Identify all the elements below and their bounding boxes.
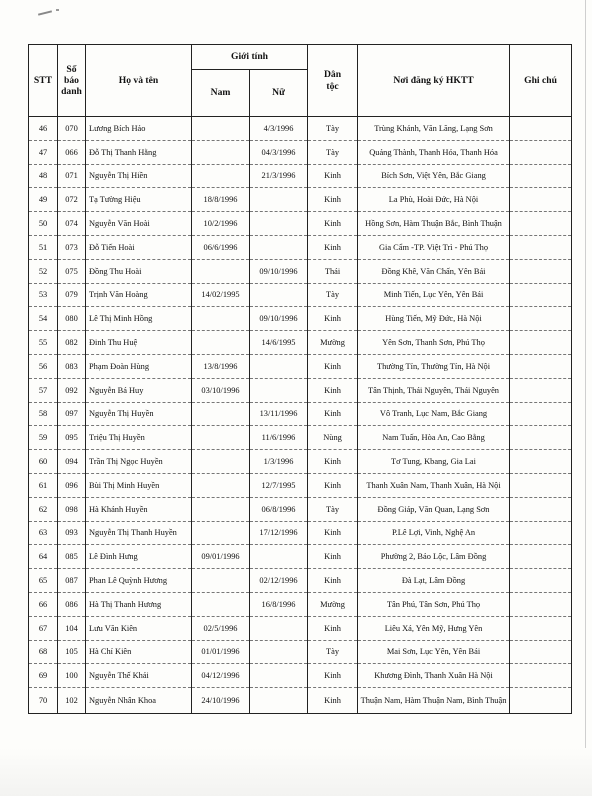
- cell-place: Thuận Nam, Hàm Thuận Nam, Bình Thuận: [358, 688, 510, 714]
- cell-note: [510, 235, 572, 259]
- cell-ethnic: Kinh: [308, 616, 358, 640]
- cell-female-dob: 4/3/1996: [250, 117, 308, 141]
- cell-ethnic: Tày: [308, 117, 358, 141]
- cell-sbd: 094: [58, 450, 86, 474]
- cell-place: Đồng Khê, Văn Chấn, Yên Bái: [358, 259, 510, 283]
- cell-place: Đà Lạt, Lâm Đồng: [358, 569, 510, 593]
- cell-ethnic: Kinh: [308, 402, 358, 426]
- cell-ethnic: Kinh: [308, 664, 358, 688]
- cell-name: Nguyễn Thị Huyền: [86, 402, 192, 426]
- cell-sbd: 104: [58, 616, 86, 640]
- cell-note: [510, 545, 572, 569]
- cell-ethnic: Tày: [308, 640, 358, 664]
- cell-name: Nguyễn Thị Hiền: [86, 164, 192, 188]
- col-header-gender: Giới tính: [192, 45, 308, 70]
- cell-stt: 70: [29, 688, 58, 714]
- cell-note: [510, 592, 572, 616]
- cell-note: [510, 259, 572, 283]
- cell-name: Đỗ Thị Thanh Hằng: [86, 140, 192, 164]
- table-row: [29, 140, 572, 164]
- cell-female-dob: [250, 354, 308, 378]
- cell-female-dob: [250, 688, 308, 714]
- cell-name: Đinh Thu Huệ: [86, 331, 192, 355]
- cell-note: [510, 450, 572, 474]
- cell-place: Bích Sơn, Việt Yên, Bắc Giang: [358, 164, 510, 188]
- cell-stt: 62: [29, 497, 58, 521]
- cell-sbd: 105: [58, 640, 86, 664]
- table-row: [29, 331, 572, 355]
- cell-male-dob: [192, 164, 250, 188]
- cell-ethnic: Kinh: [308, 569, 358, 593]
- cell-name: Triệu Thị Huyền: [86, 426, 192, 450]
- cell-male-dob: [192, 473, 250, 497]
- cell-stt: 69: [29, 664, 58, 688]
- cell-female-dob: [250, 283, 308, 307]
- cell-place: Hồng Sơn, Hàm Thuận Bắc, Bình Thuận: [358, 212, 510, 236]
- cell-name: Trịnh Văn Hoàng: [86, 283, 192, 307]
- cell-ethnic: Kinh: [308, 688, 358, 714]
- cell-sbd: 079: [58, 283, 86, 307]
- cell-ethnic: Thái: [308, 259, 358, 283]
- cell-name: Trần Thị Ngọc Huyền: [86, 450, 192, 474]
- cell-note: [510, 664, 572, 688]
- cell-name: Lê Thị Minh Hồng: [86, 307, 192, 331]
- col-header-ethnic: [308, 45, 358, 117]
- cell-male-dob: 04/12/1996: [192, 664, 250, 688]
- cell-note: [510, 640, 572, 664]
- col-header-ethnic-line: tộc: [326, 80, 339, 92]
- cell-female-dob: [250, 640, 308, 664]
- cell-male-dob: 10/2/1996: [192, 212, 250, 236]
- cell-place: Quảng Thành, Thanh Hóa, Thanh Hóa: [358, 140, 510, 164]
- cell-stt: 56: [29, 354, 58, 378]
- cell-stt: 63: [29, 521, 58, 545]
- cell-sbd: 086: [58, 592, 86, 616]
- cell-place: Gia Cẩm -TP. Việt Trì - Phú Thọ: [358, 235, 510, 259]
- cell-stt: 65: [29, 569, 58, 593]
- table-row: [29, 283, 572, 307]
- cell-name: Hà Khánh Huyền: [86, 497, 192, 521]
- table-row: [29, 354, 572, 378]
- col-header-sbd: [58, 45, 86, 117]
- cell-stt: 67: [29, 616, 58, 640]
- cell-name: Lưu Văn Kiên: [86, 616, 192, 640]
- col-header-place: Nơi đăng ký HKTT: [358, 45, 510, 117]
- cell-note: [510, 283, 572, 307]
- cell-place: Vô Tranh, Lục Nam, Bắc Giang: [358, 402, 510, 426]
- cell-stt: 55: [29, 331, 58, 355]
- cell-male-dob: [192, 592, 250, 616]
- cell-sbd: 074: [58, 212, 86, 236]
- cell-place: Minh Tiến, Lục Yên, Yên Bái: [358, 283, 510, 307]
- cell-place: Mai Sơn, Lục Yên, Yên Bái: [358, 640, 510, 664]
- cell-sbd: 096: [58, 473, 86, 497]
- cell-sbd: 066: [58, 140, 86, 164]
- table-body: [29, 117, 572, 714]
- cell-ethnic: Tày: [308, 283, 358, 307]
- cell-ethnic: Kinh: [308, 212, 358, 236]
- cell-stt: 53: [29, 283, 58, 307]
- cell-place: Phường 2, Bảo Lộc, Lâm Đồng: [358, 545, 510, 569]
- cell-male-dob: [192, 450, 250, 474]
- table-row: [29, 212, 572, 236]
- col-header-sbd-line: Số: [66, 63, 77, 75]
- cell-name: Hà Chí Kiên: [86, 640, 192, 664]
- cell-stt: 52: [29, 259, 58, 283]
- col-header-note: Ghi chú: [510, 45, 572, 117]
- cell-name: Bùi Thị Minh Huyền: [86, 473, 192, 497]
- cell-name: Nguyễn Bá Huy: [86, 378, 192, 402]
- col-header-stt: STT: [29, 45, 58, 117]
- cell-sbd: 075: [58, 259, 86, 283]
- cell-male-dob: [192, 521, 250, 545]
- cell-sbd: 073: [58, 235, 86, 259]
- cell-ethnic: Kinh: [308, 188, 358, 212]
- cell-female-dob: [250, 235, 308, 259]
- scan-edge-line: [585, 0, 586, 796]
- cell-place: La Phù, Hoài Đức, Hà Nội: [358, 188, 510, 212]
- cell-name: Nguyễn Nhân Khoa: [86, 688, 192, 714]
- cell-name: Phạm Đoàn Hùng: [86, 354, 192, 378]
- col-header-female: Nữ: [250, 70, 308, 117]
- cell-note: [510, 164, 572, 188]
- cell-ethnic: Mường: [308, 592, 358, 616]
- cell-male-dob: [192, 402, 250, 426]
- cell-ethnic: Kinh: [308, 450, 358, 474]
- cell-place: P.Lê Lợi, Vinh, Nghệ An: [358, 521, 510, 545]
- cell-ethnic: Mường: [308, 331, 358, 355]
- cell-stt: 50: [29, 212, 58, 236]
- page-bottom-shade: [0, 748, 592, 796]
- cell-place: Tân Phú, Tân Sơn, Phú Thọ: [358, 592, 510, 616]
- cell-place: Đồng Giáp, Văn Quan, Lạng Sơn: [358, 497, 510, 521]
- cell-sbd: 087: [58, 569, 86, 593]
- cell-name: Hà Thị Thanh Hương: [86, 592, 192, 616]
- cell-note: [510, 521, 572, 545]
- cell-place: Thanh Xuân Nam, Thanh Xuân, Hà Nội: [358, 473, 510, 497]
- table-row: [29, 235, 572, 259]
- cell-stt: 66: [29, 592, 58, 616]
- table-row: [29, 592, 572, 616]
- cell-sbd: 070: [58, 117, 86, 141]
- cell-place: Nam Tuấn, Hòa An, Cao Bằng: [358, 426, 510, 450]
- cell-stt: 64: [29, 545, 58, 569]
- cell-sbd: 102: [58, 688, 86, 714]
- cell-sbd: 095: [58, 426, 86, 450]
- cell-stt: 54: [29, 307, 58, 331]
- cell-ethnic: Kinh: [308, 545, 358, 569]
- cell-note: [510, 212, 572, 236]
- cell-male-dob: 13/8/1996: [192, 354, 250, 378]
- cell-female-dob: 14/6/1995: [250, 331, 308, 355]
- cell-sbd: 092: [58, 378, 86, 402]
- cell-sbd: 072: [58, 188, 86, 212]
- cell-ethnic: Kinh: [308, 164, 358, 188]
- cell-male-dob: [192, 331, 250, 355]
- cell-ethnic: Kinh: [308, 378, 358, 402]
- col-header-ethnic-line: Dân: [323, 69, 342, 81]
- col-header-name: Họ và tên: [86, 45, 192, 117]
- cell-female-dob: [250, 378, 308, 402]
- cell-female-dob: 17/12/1996: [250, 521, 308, 545]
- cell-note: [510, 426, 572, 450]
- table-row: [29, 378, 572, 402]
- cell-female-dob: 04/3/1996: [250, 140, 308, 164]
- col-header-male: Nam: [192, 70, 250, 117]
- cell-name: Phan Lê Quỳnh Hương: [86, 569, 192, 593]
- cell-note: [510, 188, 572, 212]
- table-header: [29, 45, 572, 117]
- cell-ethnic: Kinh: [308, 521, 358, 545]
- cell-name: Nguyễn Thị Thanh Huyền: [86, 521, 192, 545]
- cell-stt: 61: [29, 473, 58, 497]
- cell-place: Trùng Khánh, Văn Lãng, Lạng Sơn: [358, 117, 510, 141]
- cell-stt: 60: [29, 450, 58, 474]
- table-row: [29, 426, 572, 450]
- cell-ethnic: Tày: [308, 497, 358, 521]
- cell-name: Đỗ Tiến Hoài: [86, 235, 192, 259]
- cell-male-dob: 06/6/1996: [192, 235, 250, 259]
- table-row: [29, 616, 572, 640]
- table-row: [29, 545, 572, 569]
- cell-note: [510, 616, 572, 640]
- cell-note: [510, 331, 572, 355]
- table-row: [29, 164, 572, 188]
- cell-stt: 47: [29, 140, 58, 164]
- cell-male-dob: [192, 426, 250, 450]
- cell-note: [510, 497, 572, 521]
- cell-ethnic: Tày: [308, 140, 358, 164]
- cell-place: Tân Thịnh, Thái Nguyên, Thái Nguyên: [358, 378, 510, 402]
- cell-male-dob: 14/02/1995: [192, 283, 250, 307]
- cell-sbd: 080: [58, 307, 86, 331]
- cell-male-dob: [192, 307, 250, 331]
- cell-note: [510, 354, 572, 378]
- cell-name: Lê Đình Hưng: [86, 545, 192, 569]
- cell-ethnic: Kinh: [308, 473, 358, 497]
- cell-female-dob: 1/3/1996: [250, 450, 308, 474]
- cell-male-dob: 18/8/1996: [192, 188, 250, 212]
- cell-female-dob: 09/10/1996: [250, 259, 308, 283]
- cell-male-dob: [192, 259, 250, 283]
- cell-stt: 57: [29, 378, 58, 402]
- table-row: [29, 473, 572, 497]
- cell-stt: 68: [29, 640, 58, 664]
- cell-female-dob: 09/10/1996: [250, 307, 308, 331]
- cell-male-dob: 02/5/1996: [192, 616, 250, 640]
- cell-female-dob: 06/8/1996: [250, 497, 308, 521]
- table-row: [29, 521, 572, 545]
- cell-male-dob: 01/01/1996: [192, 640, 250, 664]
- scan-mark: [38, 10, 52, 15]
- scan-mark: [56, 9, 59, 11]
- table-row: [29, 640, 572, 664]
- candidate-table: [28, 44, 572, 714]
- table-row: [29, 259, 572, 283]
- cell-stt: 58: [29, 402, 58, 426]
- cell-place: Khương Đình, Thanh Xuân Hà Nội: [358, 664, 510, 688]
- table-row: [29, 688, 572, 714]
- cell-male-dob: 24/10/1996: [192, 688, 250, 714]
- cell-female-dob: [250, 188, 308, 212]
- table-row: [29, 569, 572, 593]
- cell-stt: 46: [29, 117, 58, 141]
- cell-female-dob: 21/3/1996: [250, 164, 308, 188]
- cell-male-dob: 09/01/1996: [192, 545, 250, 569]
- cell-name: Nguyễn Thế Khải: [86, 664, 192, 688]
- cell-note: [510, 140, 572, 164]
- cell-male-dob: [192, 117, 250, 141]
- cell-ethnic: Kinh: [308, 354, 358, 378]
- cell-name: Lương Bích Hảo: [86, 117, 192, 141]
- cell-female-dob: 13/11/1996: [250, 402, 308, 426]
- cell-female-dob: 16/8/1996: [250, 592, 308, 616]
- cell-sbd: 093: [58, 521, 86, 545]
- col-header-sbd-line: báo: [64, 74, 79, 86]
- cell-name: Nguyễn Văn Hoài: [86, 212, 192, 236]
- cell-sbd: 100: [58, 664, 86, 688]
- cell-note: [510, 307, 572, 331]
- cell-male-dob: [192, 569, 250, 593]
- cell-sbd: 085: [58, 545, 86, 569]
- table-row: [29, 497, 572, 521]
- cell-ethnic: Kinh: [308, 307, 358, 331]
- table-row: [29, 402, 572, 426]
- cell-stt: 49: [29, 188, 58, 212]
- col-header-sbd-line: danh: [61, 86, 82, 98]
- cell-sbd: 082: [58, 331, 86, 355]
- cell-female-dob: [250, 616, 308, 640]
- cell-ethnic: Kinh: [308, 235, 358, 259]
- cell-name: Đồng Thu Hoài: [86, 259, 192, 283]
- cell-name: Tạ Tường Hiệu: [86, 188, 192, 212]
- cell-sbd: 098: [58, 497, 86, 521]
- cell-place: Liêu Xá, Yên Mỹ, Hưng Yên: [358, 616, 510, 640]
- cell-female-dob: [250, 545, 308, 569]
- cell-male-dob: [192, 140, 250, 164]
- cell-female-dob: 11/6/1996: [250, 426, 308, 450]
- cell-place: Yên Sơn, Thanh Sơn, Phú Thọ: [358, 331, 510, 355]
- cell-stt: 51: [29, 235, 58, 259]
- cell-note: [510, 402, 572, 426]
- table-row: [29, 664, 572, 688]
- cell-sbd: 071: [58, 164, 86, 188]
- cell-female-dob: 12/7/1995: [250, 473, 308, 497]
- cell-stt: 48: [29, 164, 58, 188]
- cell-note: [510, 473, 572, 497]
- cell-place: Tơ Tung, Kbang, Gia Lai: [358, 450, 510, 474]
- table-row: [29, 188, 572, 212]
- cell-note: [510, 688, 572, 714]
- cell-male-dob: 03/10/1996: [192, 378, 250, 402]
- cell-stt: 59: [29, 426, 58, 450]
- cell-female-dob: [250, 212, 308, 236]
- cell-male-dob: [192, 497, 250, 521]
- cell-note: [510, 117, 572, 141]
- table-row: [29, 450, 572, 474]
- cell-female-dob: [250, 664, 308, 688]
- cell-place: Hùng Tiến, Mỹ Đức, Hà Nội: [358, 307, 510, 331]
- cell-note: [510, 569, 572, 593]
- table-row: [29, 117, 572, 141]
- cell-sbd: 097: [58, 402, 86, 426]
- cell-sbd: 083: [58, 354, 86, 378]
- cell-note: [510, 378, 572, 402]
- cell-female-dob: 02/12/1996: [250, 569, 308, 593]
- cell-ethnic: Nùng: [308, 426, 358, 450]
- table-row: [29, 307, 572, 331]
- cell-place: Thường Tín, Thường Tín, Hà Nội: [358, 354, 510, 378]
